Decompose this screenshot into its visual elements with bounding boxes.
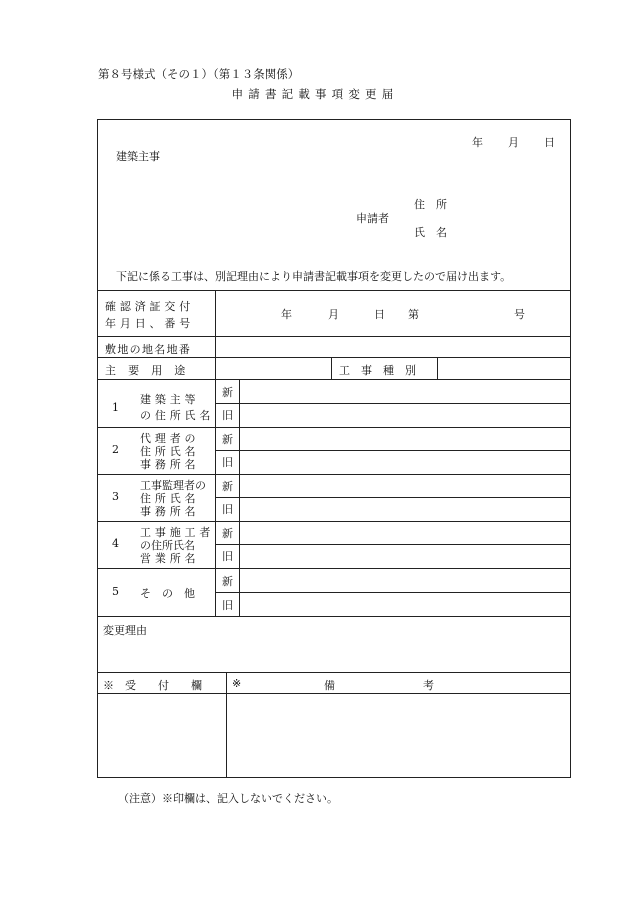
footer-note: （注意）※印欄は、記入しないでください。: [118, 792, 338, 805]
address-label: 住 所: [414, 198, 447, 211]
item-4-line2: の住所氏名: [140, 539, 195, 552]
item-5-new: 新: [222, 575, 233, 588]
remarks-label: 備 考: [324, 679, 434, 692]
date-day-label: 日: [544, 136, 555, 149]
item-2-new: 新: [222, 433, 233, 446]
item-3-new: 新: [222, 480, 233, 493]
cert-year-label: 年: [281, 308, 292, 321]
cert-month-label: 月: [328, 308, 339, 321]
item-4-line3: 営業所名: [140, 552, 200, 565]
form-title: 申請書記載事項変更届: [231, 87, 399, 101]
remarks-mark: ※: [232, 677, 242, 690]
item-2-old: 旧: [222, 456, 233, 469]
statement-text: 下記に係る工事は、別記理由により申請書記載事項を変更したので届け出ます。: [116, 270, 512, 283]
item-1-line2: の住所氏名: [140, 409, 215, 422]
cert-number-suffix: 号: [514, 308, 525, 321]
item-4-line1: 工事施工者: [140, 526, 215, 539]
item-2-line2: 住所氏名: [140, 445, 200, 458]
applicant-label: 申請者: [356, 212, 389, 225]
item-1-new: 新: [222, 386, 233, 399]
item-3-number: 3: [112, 490, 119, 503]
item-3-line3: 事務所名: [140, 505, 200, 518]
certificate-label-2: 年月日、番号: [105, 317, 195, 330]
addressee-label: 建築主事: [116, 150, 160, 163]
item-5-old: 旧: [222, 599, 233, 612]
item-1-old: 旧: [222, 409, 233, 422]
item-3-line1: 工事監理者の: [140, 479, 206, 492]
date-month-label: 月: [508, 136, 519, 149]
use-label: 主 要 用 途: [105, 364, 186, 377]
item-5-number: 5: [112, 585, 119, 598]
certificate-label-1: 確認済証交付: [105, 300, 195, 313]
form-frame: [97, 119, 571, 778]
name-label: 氏 名: [414, 226, 447, 239]
cert-no-label: 第: [408, 308, 419, 321]
reception-label: ※ 受 付 欄: [103, 679, 202, 692]
item-2-line3: 事務所名: [140, 458, 200, 471]
form-id: 第８号様式（その１）（第１３条関係）: [98, 67, 300, 81]
item-1-number: 1: [112, 401, 119, 414]
item-1-line1: 建築主等: [140, 393, 200, 406]
work-type-label: 工 事 種 別: [339, 364, 416, 377]
item-2-number: 2: [112, 443, 119, 456]
cert-day-label: 日: [374, 308, 385, 321]
item-4-new: 新: [222, 527, 233, 540]
item-3-old: 旧: [222, 503, 233, 516]
item-4-number: 4: [112, 537, 119, 550]
item-5-line1: そ の 他: [140, 587, 195, 600]
reason-label: 変更理由: [103, 624, 147, 637]
item-3-line2: 住所氏名: [140, 492, 200, 505]
date-year-label: 年: [472, 136, 483, 149]
site-label: 敷地の地名地番: [105, 343, 192, 356]
item-4-old: 旧: [222, 550, 233, 563]
item-2-line1: 代理者の: [140, 432, 200, 445]
